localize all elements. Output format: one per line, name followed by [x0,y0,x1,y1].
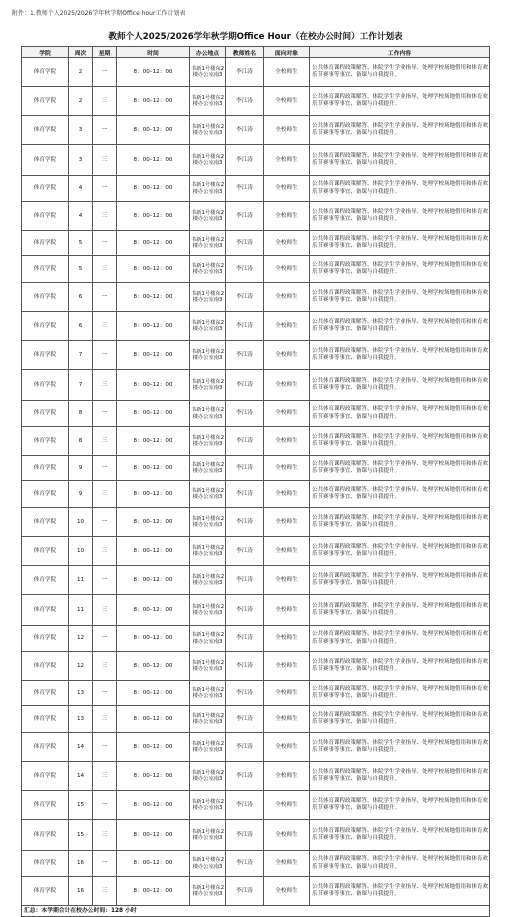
row-audience: 全校师生 [264,312,310,341]
row-college: 体育学院 [22,58,69,87]
row-week: 15 [69,791,93,820]
row-time: 8：00–12：00 [117,401,190,427]
row-day: 一 [93,58,117,87]
row-time: 8：00–12：00 [117,566,190,595]
row-location: 书新1号楼东2楼办公室南3 [190,877,226,906]
table-row [22,681,490,706]
row-college: 体育学院 [22,626,69,652]
row-week: 11 [69,595,93,626]
row-week: 9 [69,456,93,481]
row-week: 14 [69,733,93,762]
row-teacher: 李江涛 [226,537,264,566]
row-content: 公共体育课程政策解答、体院学生学业指导、处理学校场地借用和体育欢乐节赛事等事宜、备课与自我提升。 [310,58,490,87]
row-college: 体育学院 [22,202,69,231]
row-location: 书新1号楼东2楼办公室南3 [190,508,226,537]
row-content: 公共体育课程政策解答、体院学生学业指导、处理学校场地借用和体育欢乐节赛事等事宜、备课与自我提升。 [310,231,490,256]
row-location: 书新1号楼东2楼办公室南3 [190,481,226,508]
table-row [22,145,490,176]
header-college: 学院 [22,47,69,58]
row-college: 体育学院 [22,256,69,283]
row-content: 公共体育课程政策解答、体院学生学业指导、处理学校场地借用和体育欢乐节赛事等事宜、备课与自我提升。 [310,508,490,537]
row-day: 一 [93,566,117,595]
row-content: 公共体育课程政策解答、体院学生学业指导、处理学校场地借用和体育欢乐节赛事等事宜、备课与自我提升。 [310,145,490,176]
row-time: 8：00–12：00 [117,877,190,906]
row-day: 三 [93,427,117,456]
row-content: 公共体育课程政策解答、体院学生学业指导、处理学校场地借用和体育欢乐节赛事等事宜、备课与自我提升。 [310,312,490,341]
row-time: 8：00–12：00 [117,341,190,370]
row-college: 体育学院 [22,851,69,877]
row-college: 体育学院 [22,427,69,456]
row-day: 三 [93,370,117,401]
row-content: 公共体育课程政策解答、体院学生学业指导、处理学校场地借用和体育欢乐节赛事等事宜、备课与自我提升。 [310,370,490,401]
row-location: 书新1号楼东2楼办公室南3 [190,145,226,176]
table-row [22,456,490,481]
table-row [22,202,490,231]
row-teacher: 李江涛 [226,733,264,762]
row-audience: 全校师生 [264,341,310,370]
row-college: 体育学院 [22,283,69,312]
row-audience: 全校师生 [264,231,310,256]
table-row [22,733,490,762]
row-college: 体育学院 [22,566,69,595]
row-day: 一 [93,508,117,537]
row-week: 9 [69,481,93,508]
row-college: 体育学院 [22,706,69,733]
row-audience: 全校师生 [264,456,310,481]
row-time: 8：00–12：00 [117,733,190,762]
row-day: 三 [93,820,117,851]
row-location: 书新1号楼东2楼办公室南3 [190,58,226,87]
row-teacher: 李江涛 [226,762,264,791]
row-location: 书新1号楼东2楼办公室南3 [190,566,226,595]
row-location: 书新1号楼东2楼办公室南3 [190,312,226,341]
row-day: 三 [93,762,117,791]
row-location: 书新1号楼东2楼办公室南3 [190,427,226,456]
row-time: 8：00–12：00 [117,87,190,116]
row-teacher: 李江涛 [226,145,264,176]
row-content: 公共体育课程政策解答、体院学生学业指导、处理学校场地借用和体育欢乐节赛事等事宜、备课与自我提升。 [310,283,490,312]
row-day: 三 [93,312,117,341]
row-teacher: 李江涛 [226,791,264,820]
row-audience: 全校师生 [264,626,310,652]
row-week: 13 [69,681,93,706]
row-time: 8：00–12：00 [117,176,190,202]
row-content: 公共体育课程政策解答、体院学生学业指导、处理学校场地借用和体育欢乐节赛事等事宜、备课与自我提升。 [310,456,490,481]
header-audience: 面向对象 [264,47,310,58]
row-audience: 全校师生 [264,851,310,877]
row-time: 8：00–12：00 [117,427,190,456]
row-teacher: 李江涛 [226,508,264,537]
row-week: 13 [69,706,93,733]
row-audience: 全校师生 [264,566,310,595]
row-time: 8：00–12：00 [117,116,190,145]
row-day: 一 [93,176,117,202]
header-time: 时间 [117,47,190,58]
header-location: 办公地点 [190,47,226,58]
row-week: 5 [69,231,93,256]
row-week: 14 [69,762,93,791]
row-day: 三 [93,87,117,116]
row-content: 公共体育课程政策解答、体院学生学业指导、处理学校场地借用和体育欢乐节赛事等事宜、备课与自我提升。 [310,681,490,706]
row-time: 8：00–12：00 [117,58,190,87]
row-content: 公共体育课程政策解答、体院学生学业指导、处理学校场地借用和体育欢乐节赛事等事宜、备课与自我提升。 [310,820,490,851]
table-row [22,370,490,401]
row-content: 公共体育课程政策解答、体院学生学业指导、处理学校场地借用和体育欢乐节赛事等事宜、备课与自我提升。 [310,791,490,820]
row-time: 8：00–12：00 [117,202,190,231]
row-time: 8：00–12：00 [117,851,190,877]
row-day: 三 [93,202,117,231]
row-audience: 全校师生 [264,427,310,456]
row-location: 书新1号楼东2楼办公室南3 [190,681,226,706]
table-row [22,283,490,312]
table-row [22,231,490,256]
row-day: 一 [93,851,117,877]
row-time: 8：00–12：00 [117,145,190,176]
row-time: 8：00–12：00 [117,706,190,733]
row-week: 6 [69,312,93,341]
row-location: 书新1号楼东2楼办公室南3 [190,256,226,283]
row-week: 10 [69,537,93,566]
row-location: 书新1号楼东2楼办公室南3 [190,341,226,370]
row-week: 16 [69,851,93,877]
row-location: 书新1号楼东2楼办公室南3 [190,791,226,820]
row-college: 体育学院 [22,481,69,508]
row-teacher: 李江涛 [226,851,264,877]
row-college: 体育学院 [22,231,69,256]
row-time: 8：00–12：00 [117,283,190,312]
row-teacher: 李江涛 [226,595,264,626]
row-location: 书新1号楼东2楼办公室南3 [190,652,226,681]
row-content: 公共体育课程政策解答、体院学生学业指导、处理学校场地借用和体育欢乐节赛事等事宜、备课与自我提升。 [310,176,490,202]
row-time: 8：00–12：00 [117,820,190,851]
table-row [22,427,490,456]
row-location: 书新1号楼东2楼办公室南3 [190,176,226,202]
row-college: 体育学院 [22,312,69,341]
row-week: 4 [69,176,93,202]
attachment-note: 附件：1.教师个人2025/2026学年秋学期Office hour工作计划表 [12,10,186,17]
row-location: 书新1号楼东2楼办公室南3 [190,626,226,652]
row-college: 体育学院 [22,401,69,427]
row-college: 体育学院 [22,791,69,820]
table-row [22,401,490,427]
row-time: 8：00–12：00 [117,370,190,401]
row-content: 公共体育课程政策解答、体院学生学业指导、处理学校场地借用和体育欢乐节赛事等事宜、备课与自我提升。 [310,341,490,370]
table-row [22,116,490,145]
row-time: 8：00–12：00 [117,595,190,626]
row-teacher: 李江涛 [226,456,264,481]
row-audience: 全校师生 [264,256,310,283]
table-row [22,820,490,851]
summary-text: 汇总：本学期合计在校办公时间：128 小时 [22,906,490,917]
row-time: 8：00–12：00 [117,256,190,283]
row-location: 书新1号楼东2楼办公室南3 [190,762,226,791]
row-day: 一 [93,283,117,312]
row-time: 8：00–12：00 [117,312,190,341]
row-location: 书新1号楼东2楼办公室南3 [190,851,226,877]
header-teacher: 教师姓名 [226,47,264,58]
row-time: 8：00–12：00 [117,508,190,537]
row-college: 体育学院 [22,87,69,116]
row-day: 三 [93,706,117,733]
row-week: 15 [69,820,93,851]
table-header-row [22,47,490,58]
row-college: 体育学院 [22,508,69,537]
row-day: 三 [93,256,117,283]
row-teacher: 李江涛 [226,231,264,256]
row-week: 7 [69,341,93,370]
row-audience: 全校师生 [264,706,310,733]
row-teacher: 李江涛 [226,283,264,312]
row-college: 体育学院 [22,733,69,762]
row-content: 公共体育课程政策解答、体院学生学业指导、处理学校场地借用和体育欢乐节赛事等事宜、备课与自我提升。 [310,401,490,427]
row-teacher: 李江涛 [226,176,264,202]
row-time: 8：00–12：00 [117,481,190,508]
row-audience: 全校师生 [264,595,310,626]
row-audience: 全校师生 [264,145,310,176]
row-audience: 全校师生 [264,58,310,87]
table-row [22,595,490,626]
row-audience: 全校师生 [264,116,310,145]
header-day: 星期 [93,47,117,58]
row-day: 一 [93,681,117,706]
row-teacher: 李江涛 [226,202,264,231]
table-row [22,87,490,116]
row-content: 公共体育课程政策解答、体院学生学业指导、处理学校场地借用和体育欢乐节赛事等事宜、备课与自我提升。 [310,566,490,595]
row-week: 11 [69,566,93,595]
row-day: 三 [93,537,117,566]
row-teacher: 李江涛 [226,652,264,681]
row-college: 体育学院 [22,456,69,481]
row-content: 公共体育课程政策解答、体院学生学业指导、处理学校场地借用和体育欢乐节赛事等事宜、备课与自我提升。 [310,537,490,566]
row-college: 体育学院 [22,681,69,706]
row-location: 书新1号楼东2楼办公室南3 [190,733,226,762]
row-audience: 全校师生 [264,370,310,401]
row-college: 体育学院 [22,341,69,370]
row-location: 书新1号楼东2楼办公室南3 [190,595,226,626]
row-audience: 全校师生 [264,87,310,116]
row-week: 8 [69,401,93,427]
row-audience: 全校师生 [264,537,310,566]
row-teacher: 李江涛 [226,566,264,595]
header-week: 周次 [69,47,93,58]
table-row [22,508,490,537]
row-audience: 全校师生 [264,202,310,231]
row-college: 体育学院 [22,762,69,791]
row-day: 一 [93,626,117,652]
row-location: 书新1号楼东2楼办公室南3 [190,283,226,312]
row-teacher: 李江涛 [226,58,264,87]
row-location: 书新1号楼东2楼办公室南3 [190,116,226,145]
row-college: 体育学院 [22,652,69,681]
row-day: 一 [93,341,117,370]
row-teacher: 李江涛 [226,481,264,508]
row-location: 书新1号楼东2楼办公室南3 [190,706,226,733]
row-teacher: 李江涛 [226,820,264,851]
table-row [22,762,490,791]
row-day: 三 [93,145,117,176]
row-audience: 全校师生 [264,877,310,906]
row-week: 12 [69,626,93,652]
row-week: 4 [69,202,93,231]
row-teacher: 李江涛 [226,256,264,283]
row-location: 书新1号楼东2楼办公室南3 [190,820,226,851]
row-audience: 全校师生 [264,791,310,820]
row-day: 三 [93,877,117,906]
row-content: 公共体育课程政策解答、体院学生学业指导、处理学校场地借用和体育欢乐节赛事等事宜、备课与自我提升。 [310,427,490,456]
row-teacher: 李江涛 [226,341,264,370]
row-audience: 全校师生 [264,176,310,202]
row-teacher: 李江涛 [226,877,264,906]
table-row [22,626,490,652]
row-audience: 全校师生 [264,481,310,508]
row-location: 书新1号楼东2楼办公室南3 [190,456,226,481]
row-teacher: 李江涛 [226,401,264,427]
row-day: 一 [93,116,117,145]
row-week: 12 [69,652,93,681]
row-audience: 全校师生 [264,820,310,851]
row-time: 8：00–12：00 [117,537,190,566]
row-week: 16 [69,877,93,906]
row-week: 6 [69,283,93,312]
row-day: 一 [93,401,117,427]
table-body [22,58,490,906]
row-location: 书新1号楼东2楼办公室南3 [190,370,226,401]
row-location: 书新1号楼东2楼办公室南3 [190,87,226,116]
row-content: 公共体育课程政策解答、体院学生学业指导、处理学校场地借用和体育欢乐节赛事等事宜、备课与自我提升。 [310,87,490,116]
row-content: 公共体育课程政策解答、体院学生学业指导、处理学校场地借用和体育欢乐节赛事等事宜、备课与自我提升。 [310,626,490,652]
row-day: 一 [93,733,117,762]
row-time: 8：00–12：00 [117,681,190,706]
row-location: 书新1号楼东2楼办公室南3 [190,231,226,256]
row-teacher: 李江涛 [226,427,264,456]
row-college: 体育学院 [22,370,69,401]
table-row [22,706,490,733]
table-row [22,566,490,595]
row-day: 三 [93,652,117,681]
row-content: 公共体育课程政策解答、体院学生学业指导、处理学校场地借用和体育欢乐节赛事等事宜、备课与自我提升。 [310,202,490,231]
header-content: 工作内容 [310,47,490,58]
row-college: 体育学院 [22,595,69,626]
row-content: 公共体育课程政策解答、体院学生学业指导、处理学校场地借用和体育欢乐节赛事等事宜、备课与自我提升。 [310,481,490,508]
row-audience: 全校师生 [264,508,310,537]
summary-row [22,906,490,917]
row-audience: 全校师生 [264,652,310,681]
table-row [22,312,490,341]
row-time: 8：00–12：00 [117,626,190,652]
row-week: 8 [69,427,93,456]
table-row [22,58,490,87]
row-content: 公共体育课程政策解答、体院学生学业指导、处理学校场地借用和体育欢乐节赛事等事宜、备课与自我提升。 [310,652,490,681]
row-week: 7 [69,370,93,401]
row-day: 一 [93,791,117,820]
row-location: 书新1号楼东2楼办公室南3 [190,202,226,231]
table-row [22,176,490,202]
row-content: 公共体育课程政策解答、体院学生学业指导、处理学校场地借用和体育欢乐节赛事等事宜、备课与自我提升。 [310,877,490,906]
row-college: 体育学院 [22,145,69,176]
row-location: 书新1号楼东2楼办公室南3 [190,401,226,427]
row-week: 2 [69,58,93,87]
row-college: 体育学院 [22,820,69,851]
row-week: 2 [69,87,93,116]
row-audience: 全校师生 [264,283,310,312]
row-week: 3 [69,116,93,145]
row-day: 三 [93,481,117,508]
row-teacher: 李江涛 [226,87,264,116]
row-audience: 全校师生 [264,681,310,706]
row-college: 体育学院 [22,176,69,202]
row-college: 体育学院 [22,116,69,145]
table-row [22,877,490,906]
row-content: 公共体育课程政策解答、体院学生学业指导、处理学校场地借用和体育欢乐节赛事等事宜、备课与自我提升。 [310,706,490,733]
row-content: 公共体育课程政策解答、体院学生学业指导、处理学校场地借用和体育欢乐节赛事等事宜、备课与自我提升。 [310,256,490,283]
row-content: 公共体育课程政策解答、体院学生学业指导、处理学校场地借用和体育欢乐节赛事等事宜、备课与自我提升。 [310,733,490,762]
row-teacher: 李江涛 [226,312,264,341]
table-row [22,481,490,508]
row-teacher: 李江涛 [226,116,264,145]
row-week: 3 [69,145,93,176]
row-day: 三 [93,595,117,626]
row-time: 8：00–12：00 [117,762,190,791]
row-teacher: 李江涛 [226,370,264,401]
row-college: 体育学院 [22,877,69,906]
row-teacher: 李江涛 [226,626,264,652]
row-content: 公共体育课程政策解答、体院学生学业指导、处理学校场地借用和体育欢乐节赛事等事宜、备课与自我提升。 [310,595,490,626]
table-row [22,341,490,370]
row-day: 一 [93,456,117,481]
row-time: 8：00–12：00 [117,652,190,681]
row-content: 公共体育课程政策解答、体院学生学业指导、处理学校场地借用和体育欢乐节赛事等事宜、备课与自我提升。 [310,851,490,877]
row-audience: 全校师生 [264,733,310,762]
table-row [22,791,490,820]
row-time: 8：00–12：00 [117,456,190,481]
row-audience: 全校师生 [264,401,310,427]
row-teacher: 李江涛 [226,706,264,733]
table-row [22,537,490,566]
row-content: 公共体育课程政策解答、体院学生学业指导、处理学校场地借用和体育欢乐节赛事等事宜、备课与自我提升。 [310,116,490,145]
row-time: 8：00–12：00 [117,231,190,256]
row-teacher: 李江涛 [226,681,264,706]
row-day: 一 [93,231,117,256]
row-time: 8：00–12：00 [117,791,190,820]
row-college: 体育学院 [22,537,69,566]
table-row [22,652,490,681]
row-audience: 全校师生 [264,762,310,791]
table-row [22,256,490,283]
row-content: 公共体育课程政策解答、体院学生学业指导、处理学校场地借用和体育欢乐节赛事等事宜、备课与自我提升。 [310,762,490,791]
row-location: 书新1号楼东2楼办公室南3 [190,537,226,566]
table-row [22,851,490,877]
row-week: 10 [69,508,93,537]
office-hour-table [21,46,490,917]
page-title: 教师个人2025/2026学年秋学期Office Hour（在校办公时间）工作计划表 [108,32,403,42]
row-week: 5 [69,256,93,283]
